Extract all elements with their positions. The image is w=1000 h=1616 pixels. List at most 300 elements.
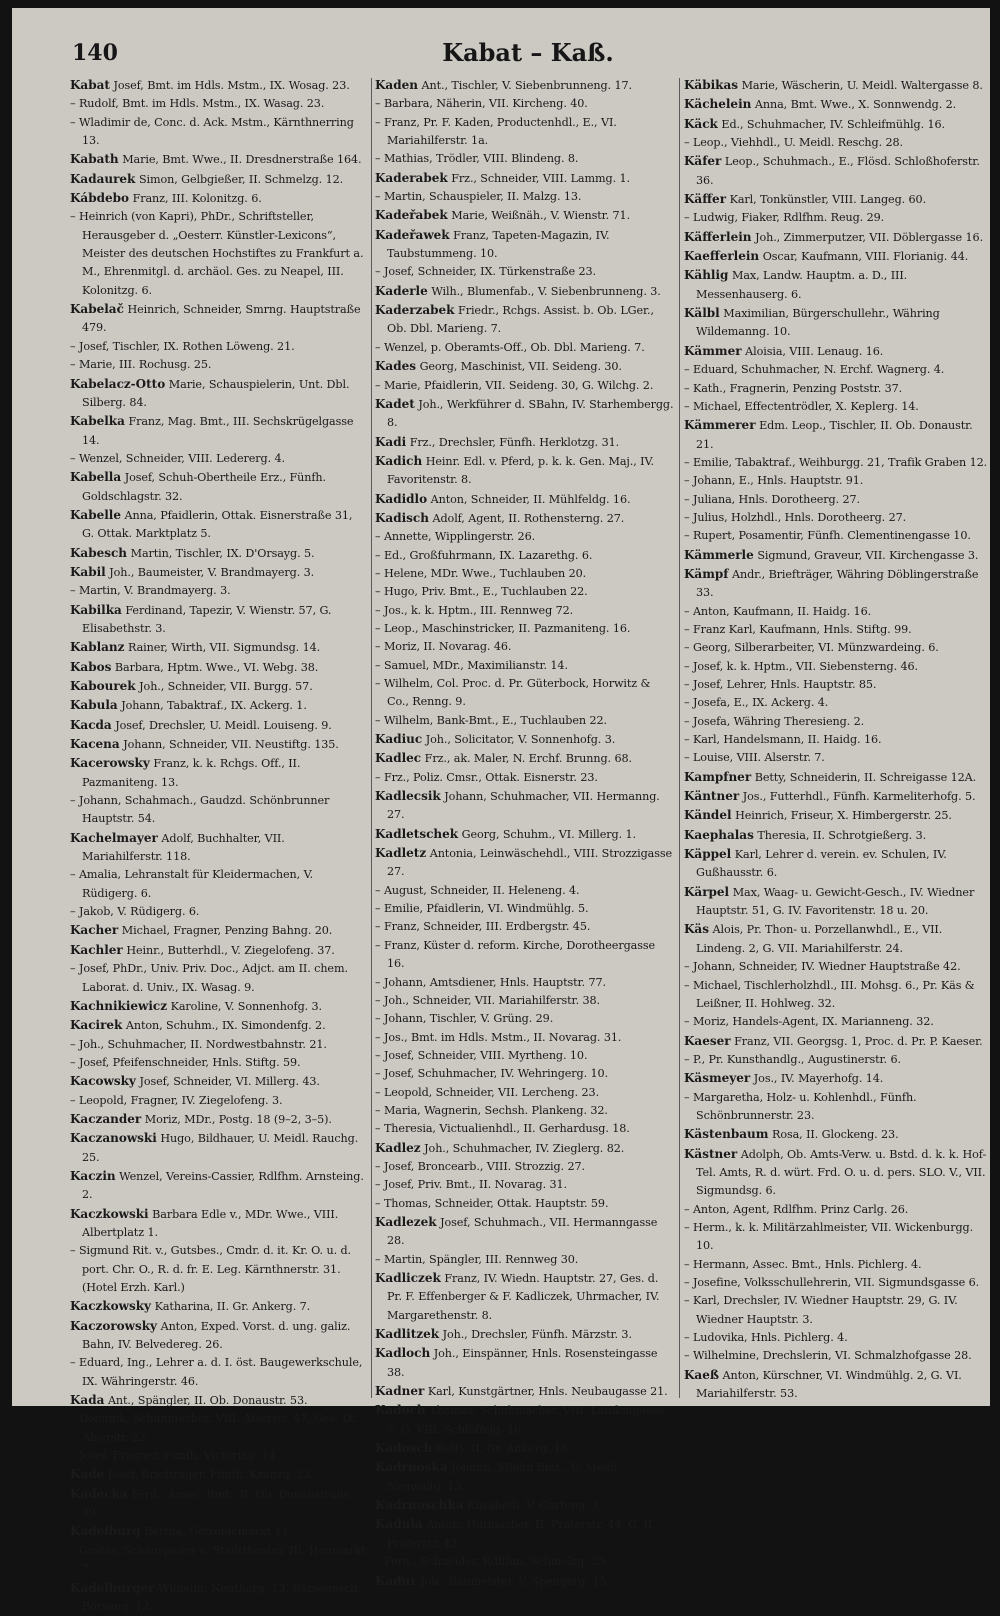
entry-details: – Josef, Schneider, VIII. Myrtheng. 10. — [375, 1049, 587, 1062]
directory-entry — [684, 713, 988, 731]
page-header — [60, 38, 996, 72]
entry-details: Marie, Weißnäh., V. Wienstr. 71. — [451, 209, 630, 222]
entry-surname: Kadrnoska — [375, 1460, 448, 1474]
entry-details: Josef, Schuh-Obertheile Erz., Fünfh. Goldschlagstr. 32. — [82, 471, 326, 502]
entry-surname: Kälbl — [684, 306, 720, 320]
directory-entry — [70, 468, 366, 506]
directory-entry — [375, 1158, 675, 1176]
entry-details: Joh., Drechsler, Fünfh. Märzstr. 3. — [443, 1328, 632, 1341]
directory-entry — [375, 1344, 675, 1382]
directory-entry — [684, 546, 988, 565]
entry-surname: Kaden — [375, 78, 418, 92]
entry-details: Anna, Bmt. Wwe., X. Sonnwendg. 2. — [755, 98, 956, 111]
directory-entry — [375, 263, 675, 281]
entry-surname: Kächelein — [684, 97, 751, 111]
entry-surname: Kämmer — [684, 344, 742, 358]
directory-entry — [684, 731, 988, 749]
entry-surname: Kabelle — [70, 508, 121, 522]
directory-entry — [684, 977, 988, 1014]
entry-details: Anton, Schuhm., IX. Simondenfg. 2. — [126, 1019, 326, 1032]
entry-details: Frz., Schneider, VIII. Lammg. 1. — [451, 172, 630, 185]
directory-entry — [684, 1292, 988, 1329]
directory-entry — [684, 658, 988, 676]
entry-details: – Amalia, Lehranstalt für Kleidermachen, V. Rüdigerg. 6. — [70, 868, 313, 899]
directory-entry — [375, 150, 675, 168]
entry-details: – Franz, Schneider, III. Erdbergstr. 45. — [375, 920, 590, 933]
entry-details: Heinrich, Friseur, X. Himbergerstr. 25. — [735, 809, 952, 822]
entry-surname: Kadi — [375, 435, 406, 449]
entry-details: – Josef, Priv. Bmt., II. Novarag. 31. — [375, 1178, 567, 1191]
directory-entry — [70, 792, 366, 829]
entry-surname: Kämmerle — [684, 548, 754, 562]
entry-details: Johann, Schuhmacher, VII. Hermanng. 27. — [387, 790, 660, 821]
entry-details: Joh., Einspänner, Hnls. Rosensteingasse 38. — [387, 1347, 657, 1378]
entry-details: – Josefa, Währing Theresieng. 2. — [684, 715, 864, 728]
directory-entry — [375, 620, 675, 638]
directory-entry — [70, 1542, 366, 1579]
entry-surname: Kablanz — [70, 640, 124, 654]
directory-entry — [684, 621, 988, 639]
directory-entry — [684, 266, 988, 304]
directory-entry — [684, 883, 988, 921]
entry-details: – Martin, Spängler, III. Rennweg 30. — [375, 1253, 578, 1266]
entry-details: Frz., Drechsler, Fünfh. Herklotzg. 31. — [410, 436, 619, 449]
entry-details: Anna, Pfaidlerin, Ottak. Eisnerstraße 31, G. Ottak. Marktplatz 5. — [82, 509, 352, 540]
entry-details: – Josef, Fragner, Fünfh. Victoriag. 14. — [70, 1449, 279, 1462]
directory-entry — [684, 454, 988, 472]
directory-entry — [375, 1065, 675, 1083]
entry-details: – Johann, Tischler, V. Grüng. 29. — [375, 1012, 553, 1025]
entry-details: – Margaretha, Holz- u. Kohlenhdl., Fünfh. Schönbrunnerstr. 23. — [684, 1091, 917, 1122]
directory-entry — [375, 844, 675, 882]
column-rule-left — [371, 78, 372, 1398]
directory-entry — [375, 900, 675, 918]
entry-details: – Joh., Schuhmacher, II. Nordwestbahnstr. 21. — [70, 1038, 327, 1051]
directory-entry — [684, 1032, 988, 1051]
entry-details: Heinr., Butterhdl., V. Ziegelofeng. 37. — [126, 944, 334, 957]
entry-details: – Eduard, Schuhmacher, N. Erchf. Wagnerg. 4. — [684, 363, 944, 376]
entry-details: – Barbara, Näherin, VII. Kircheng. 40. — [375, 97, 588, 110]
entry-details: Jos., IV. Mayerhofg. 14. — [754, 1072, 883, 1085]
entry-details: – Anton, Kaufmann, II. Haidg. 16. — [684, 605, 871, 618]
entry-surname: Kachler — [70, 943, 123, 957]
directory-entry — [684, 749, 988, 767]
entry-details: – Louise, VIII. Alserstr. 7. — [684, 751, 825, 764]
entry-details: – Josefa, E., IX. Ackerg. 4. — [684, 696, 828, 709]
entry-surname: Kadletz — [375, 846, 426, 860]
entry-details: – Martin, V. Brandmayerg. 3. — [70, 584, 231, 597]
directory-entry — [684, 398, 988, 416]
directory-entry — [375, 1553, 675, 1571]
entry-surname: Kampfner — [684, 770, 751, 784]
entry-details: – Ed., Großfuhrmann, IX. Lazarethg. 6. — [375, 549, 592, 562]
entry-details: – Emilie, Tabaktraf., Weihburgg. 21, Trafik Graben 12. — [684, 456, 987, 469]
entry-details: – Leop., Maschinstricker, II. Pazmaniteng. 16. — [375, 622, 630, 635]
directory-entry — [375, 882, 675, 900]
directory-entry — [684, 304, 988, 342]
entry-surname: Kabesch — [70, 546, 127, 560]
directory-entry — [70, 601, 366, 639]
entry-surname: Kadecka — [70, 1487, 128, 1501]
entry-surname: Kadich — [375, 454, 422, 468]
entry-details: Jos., Futterhdl., Fünfh. Karmeliterhofg. 5. — [743, 790, 976, 803]
entry-surname: Kabourek — [70, 679, 136, 693]
entry-surname: Kaderabek — [375, 171, 448, 185]
entry-details: – Georg, Silberarbeiter, VI. Münzwardeing. 6. — [684, 641, 939, 654]
entry-details: Marie, Bmt. Wwe., II. Dresdnerstraße 164. — [122, 153, 361, 166]
directory-entry — [375, 282, 675, 301]
directory-entry — [684, 1366, 988, 1404]
entry-details: – August, Schneider, II. Heleneng. 4. — [375, 884, 580, 897]
entry-details: – Hermann, Assec. Bmt., Hnls. Pichlerg. 4. — [684, 1258, 922, 1271]
entry-surname: Kaderle — [375, 284, 428, 298]
entry-details: Thomas, Schuhmacher, VIII. Laudongasse 7, G. VIII. Schlöffelg. 16. — [387, 1404, 664, 1435]
entry-surname: Kacirek — [70, 1018, 122, 1032]
entry-details: – Wilhelm, Col. Proc. d. Pr. Güterbock, Horwitz & Co., Renng. 9. — [375, 677, 650, 708]
entry-details: – Leopold, Fragner, IV. Ziegelofeng. 3. — [70, 1094, 282, 1107]
directory-entry — [375, 339, 675, 357]
directory-entry — [375, 638, 675, 656]
directory-entry — [70, 375, 366, 413]
directory-entry — [375, 657, 675, 675]
directory-entry — [375, 1213, 675, 1251]
entry-details: – Johann, Schahmach., Gaudzd. Schönbrunner Hauptstr. 54. — [70, 794, 329, 825]
entry-details: – Emilie, Pfaidlerin, VI. Windmühlg. 5. — [375, 902, 588, 915]
entry-details: – Josefine, Volksschullehrerin, VII. Sigmundsgasse 6. — [684, 1276, 979, 1289]
directory-entry — [684, 603, 988, 621]
directory-entry — [70, 829, 366, 867]
entry-details: Frz., ak. Maler, N. Erchf. Brunng. 68. — [425, 752, 632, 765]
directory-entry — [70, 716, 366, 735]
entry-details: – Karl, Drechsler, IV. Wiedner Hauptstr. 29, G. IV. Wiedner Hauptstr. 3. — [684, 1294, 958, 1325]
entry-surname: Kadletschek — [375, 827, 458, 841]
entry-details: – Joh., Schneider, VII. Mariahilferstr. 38. — [375, 994, 600, 1007]
directory-entry — [375, 787, 675, 825]
directory-entry — [684, 1274, 988, 1292]
entry-details: – Ludwig, Fiaker, Rdlfhm. Reug. 29. — [684, 211, 884, 224]
directory-entry — [684, 845, 988, 883]
entry-details: Franz, k. k. Rchgs. Off., II. Pazmaniteng. 13. — [82, 757, 300, 788]
entry-surname: Käffer — [684, 192, 726, 206]
entry-surname: Kacher — [70, 923, 118, 937]
entry-details: – Johann, Schneider, IV. Wiedner Hauptstraße 42. — [684, 960, 961, 973]
entry-details: – Martin, Schauspieler, II. Malzg. 13. — [375, 190, 581, 203]
entry-surname: Kadula — [375, 1517, 423, 1531]
directory-entry — [684, 416, 988, 454]
directory-entry — [375, 1139, 675, 1158]
entry-details: Franz, Mag. Bmt., III. Sechskrügelgasse 14. — [82, 415, 353, 446]
entry-details: Marie, Schauspielerin, Unt. Dbl. Silberg. 84. — [82, 378, 349, 409]
directory-entry — [684, 676, 988, 694]
entry-details: Betty, Schneiderin, II. Schreigasse 12A. — [755, 771, 976, 784]
entry-details: Hugo, Bildhauer, U. Meidl. Rauchg. 25. — [82, 1132, 358, 1163]
entry-details: – Heinrich (von Kapri), PhDr., Schriftsteller, Herausgeber d. „Oesterr. Künstler-Lexicons“, Meister des deutschen Hochstiftes zu Frankfurt a. M., Ehrenmitgl. d. archäol. Ges. zu Neapel, III. Kolonitzg. 6. — [70, 210, 363, 296]
directory-entry — [375, 1084, 675, 1102]
entry-details: – Marie, III. Rochusg. 25. — [70, 358, 211, 371]
entry-surname: Kadlez — [375, 1141, 421, 1155]
entry-details: – Anton, Agent, Rdlfhm. Prinz Carlg. 26. — [684, 1203, 908, 1216]
entry-surname: Kadlezek — [375, 1215, 437, 1229]
directory-entry — [375, 76, 675, 95]
directory-entry — [375, 547, 675, 565]
directory-entry — [684, 1347, 988, 1365]
entry-details: – Michael, Tischlerholzhdl., III. Mohsg. 6., Pr. Käs & Leißner, II. Hohlweg. 32. — [684, 979, 975, 1010]
directory-entry — [375, 226, 675, 264]
entry-details: Friedr., Rchgs. Assist. b. Ob. LGer., Ob. Dbl. Marieng. 7. — [387, 304, 654, 335]
directory-entry — [375, 1195, 675, 1213]
entry-details: – Annette, Wipplingerstr. 26. — [375, 530, 535, 543]
directory-entry — [684, 95, 988, 114]
directory-entry — [684, 1051, 988, 1069]
directory-entry — [70, 1297, 366, 1316]
entry-details: – Moriz, Handels-Agent, IX. Marianneng. 32. — [684, 1015, 934, 1028]
directory-entry — [684, 639, 988, 657]
entry-surname: Kada — [70, 1393, 104, 1407]
directory-entry — [375, 918, 675, 936]
directory-entry — [70, 1016, 366, 1035]
directory-entry — [70, 1317, 366, 1355]
directory-entry — [684, 920, 988, 958]
entry-details: Alois, Pr. Thon- u. Porzellanwhdl., E., VII. Lindeng. 2, G. VII. Mariahilferstr. 24. — [696, 923, 942, 954]
directory-entry — [70, 696, 366, 715]
directory-entry — [70, 563, 366, 582]
entry-surname: Kaczorowsky — [70, 1319, 157, 1333]
directory-entry — [375, 395, 675, 433]
entry-surname: Kaefferlein — [684, 249, 759, 263]
directory-entry — [70, 450, 366, 468]
entry-details: – Franz Karl, Kaufmann, Hnls. Stiftg. 99. — [684, 623, 912, 636]
directory-entry — [375, 602, 675, 620]
entry-details: – Frz., Poliz. Cmsr., Ottak. Eisnerstr. 23. — [375, 771, 598, 784]
directory-entry — [375, 1102, 675, 1120]
entry-surname: Kadeřawek — [375, 228, 450, 242]
directory-entry — [375, 825, 675, 844]
entry-details: Betty, II. Gr. Ankerg. 18. — [436, 1442, 571, 1455]
entry-details: Ant., Tischler, V. Siebenbrunneng. 17. — [422, 79, 632, 92]
directory-entry — [375, 114, 675, 151]
entry-details: – Julius, Holzhdl., Hnls. Dorotheerg. 27. — [684, 511, 906, 524]
entry-details: Joh., Schuhmacher, IV. Zieglerg. 82. — [424, 1142, 624, 1155]
entry-surname: Kade — [70, 1467, 104, 1481]
directory-entry — [375, 433, 675, 452]
directory-entry — [375, 1325, 675, 1344]
directory-entry — [375, 565, 675, 583]
directory-entry — [70, 1522, 366, 1541]
entry-surname: Käppel — [684, 847, 731, 861]
entry-details: Franz, VII. Georgsg. 1, Proc. d. Pr. P. Kaeser. — [734, 1035, 982, 1048]
directory-entry — [70, 1465, 366, 1484]
entry-details: Rosa, II. Glockeng. 23. — [772, 1128, 899, 1141]
entry-details: Joh., Schneider, VII. Burgg. 57. — [139, 680, 312, 693]
entry-surname: Käntner — [684, 789, 739, 803]
entry-surname: Kachnikiewicz — [70, 999, 167, 1013]
entry-details: Max, Landw. Hauptm. a. D., III. Messenhauserg. 6. — [696, 269, 907, 300]
directory-entry — [375, 1010, 675, 1028]
entry-details: – Josef, Schuhmacher, IV. Wehringerg. 10. — [375, 1067, 608, 1080]
entry-details: Rainer, Wirth, VII. Sigmundsg. 14. — [128, 641, 320, 654]
entry-details: Barbara, Hptm. Wwe., VI. Webg. 38. — [115, 661, 318, 674]
entry-details: Barbara Edle v., MDr. Wwe., VIII. Albertplatz 1. — [82, 1208, 338, 1239]
directory-entry — [70, 754, 366, 792]
entry-surname: Käfer — [684, 154, 721, 168]
entry-details: Joh., Baumeister, V. Spengerg. 15. — [420, 1575, 610, 1588]
directory-entry — [70, 1072, 366, 1091]
entry-details: – Jos., k. k. Hptm., III. Rennweg 72. — [375, 604, 573, 617]
entry-details: – Josef, PhDr., Univ. Priv. Doc., Adjct. am II. chem. Laborat. d. Univ., IX. Wasag. 9. — [70, 962, 348, 993]
directory-entry — [375, 730, 675, 749]
directory-entry — [375, 452, 675, 490]
entry-surname: Kaczanowski — [70, 1131, 157, 1145]
directory-entry — [70, 997, 366, 1016]
directory-entry — [375, 1439, 675, 1458]
entry-details: – Josef, Tischler, IX. Rothen Löweng. 21. — [70, 340, 295, 353]
directory-entry — [684, 1069, 988, 1088]
entry-details: – Josef, k. k. Hptm., VII. Siebensterng. 46. — [684, 660, 918, 673]
directory-entry — [684, 787, 988, 806]
directory-entry — [684, 1013, 988, 1031]
entry-details: Aloisia, VIII. Lenaug. 16. — [745, 345, 883, 358]
directory-entry — [684, 472, 988, 490]
directory-entry — [375, 937, 675, 974]
page-number: 140 — [72, 40, 118, 66]
directory-entry — [70, 1410, 366, 1447]
directory-entry — [375, 188, 675, 206]
directory-entry — [684, 209, 988, 227]
entry-details: Adolf, Agent, II. Rothensterng. 27. — [433, 512, 625, 525]
directory-entry — [375, 95, 675, 113]
directory-entry — [70, 95, 366, 113]
directory-entry — [70, 300, 366, 338]
entry-surname: Kämmerer — [684, 418, 756, 432]
entry-details: – Josef, Pfeifenschneider, Hnls. Stiftg. 59. — [70, 1056, 300, 1069]
directory-entry — [684, 1219, 988, 1256]
entry-details: – Dominik, Schuhmacher, VIII. Alserstr. 47, Ges. IX. Alserstr. 22. — [70, 1412, 358, 1443]
entry-surname: Kästner — [684, 1147, 737, 1161]
entry-surname: Kabil — [70, 565, 106, 579]
entry-details: – Maria, Wagnerin, Sechsh. Plankeng. 32. — [375, 1104, 608, 1117]
directory-entry — [375, 1120, 675, 1138]
directory-entry — [375, 1458, 675, 1496]
entry-surname: Käck — [684, 117, 718, 131]
directory-entry — [70, 735, 366, 754]
entry-surname: Kadet — [375, 397, 415, 411]
entry-surname: Kabilka — [70, 603, 122, 617]
entry-surname: Kadelburger — [70, 1581, 155, 1595]
entry-details: Karl, Kunstgärtner, Hnls. Neubaugasse 21. — [428, 1385, 668, 1398]
entry-surname: Kämpf — [684, 567, 728, 581]
entry-details: – Jakob, V. Rüdigerg. 6. — [70, 905, 199, 918]
entry-details: Georg, Maschinist, VII. Seideng. 30. — [420, 360, 622, 373]
directory-entry — [684, 768, 988, 787]
entry-details: – Kath., Fragnerin, Penzing Poststr. 37. — [684, 382, 902, 395]
entry-details: – Wladimir de, Conc. d. Ack. Mstm., Kärnthnerring 13. — [70, 116, 354, 147]
entry-details: – Michael, Effectentrödler, X. Keplerg. 14. — [684, 400, 919, 413]
entry-surname: Kades — [375, 359, 416, 373]
directory-entry — [70, 76, 366, 95]
directory-entry — [684, 190, 988, 209]
entry-details: Franz, IV. Wiedn. Hauptstr. 27, Ges. d. Pr. F. Effenberger & F. Kadliczek, Uhrmacher, IV. Margarethenstr. 8. — [387, 1272, 659, 1322]
directory-entry — [70, 1391, 366, 1410]
entry-details: Joh., Werkführer d. SBahn, IV. Starhembergg. 8. — [387, 398, 673, 429]
entry-details: Simon, Gelbgießer, II. Schmelzg. 12. — [139, 173, 343, 186]
directory-entry — [70, 1354, 366, 1391]
entry-details: – Juliana, Hnls. Dorotheerg. 27. — [684, 493, 860, 506]
directory-entry — [684, 694, 988, 712]
directory-entry — [684, 361, 988, 379]
directory-entry — [70, 658, 366, 677]
entry-surname: Kadlitzek — [375, 1327, 439, 1341]
entry-details: – Franz, Pr. F. Kaden, Productenhdl., E., VI. Mariahilferstr. 1a. — [375, 116, 617, 147]
entry-details: Max, Waag- u. Gewicht-Gesch., IV. Wiedner Hauptstr. 51, G. IV. Favoritenstr. 18 u. 20. — [696, 886, 974, 917]
directory-entry — [684, 565, 988, 603]
entry-details: Edm. Leop., Tischler, II. Ob. Donaustr. 21. — [696, 419, 973, 450]
entry-details: – Moriz, II. Novarag. 46. — [375, 640, 511, 653]
entry-details: Franz, III. Kolonitzg. 6. — [133, 192, 262, 205]
directory-entry — [684, 1125, 988, 1144]
directory-entry — [375, 712, 675, 730]
directory-entry — [375, 169, 675, 188]
directory-entry — [70, 208, 366, 300]
directory-entry — [375, 1572, 675, 1591]
entry-details: Anton, Kürschner, VI. Windmühlg. 2, G. VI. Mariahilferstr. 53. — [696, 1369, 962, 1400]
directory-entry — [375, 528, 675, 546]
entry-details: – Mathias, Trödler, VIII. Blindeng. 8. — [375, 152, 578, 165]
entry-surname: Kaeser — [684, 1034, 731, 1048]
entry-surname: Kadisch — [375, 511, 429, 525]
entry-surname: Kabelka — [70, 414, 125, 428]
directory-entry — [684, 1089, 988, 1126]
directory-entry — [375, 377, 675, 395]
entry-details: – Johann, E., Hnls. Hauptstr. 91. — [684, 474, 863, 487]
directory-entry — [375, 1029, 675, 1047]
entry-surname: Käs — [684, 922, 709, 936]
directory-entry — [684, 115, 988, 134]
entry-details: – Wenzel, Schneider, VIII. Ledererg. 4. — [70, 452, 285, 465]
directory-entry — [375, 509, 675, 528]
entry-details: Wenzel, Vereins-Cassier, Rdlfhm. Arnsteing. 2. — [82, 1170, 364, 1201]
entry-details: – Leop., Viehhdl., U. Meidl. Reschg. 28. — [684, 136, 903, 149]
directory-entry — [684, 958, 988, 976]
directory-entry — [70, 412, 366, 450]
running-title: Kabat – Kaß. — [60, 38, 996, 67]
directory-entry — [684, 1329, 988, 1347]
entry-surname: Kählig — [684, 268, 728, 282]
entry-details: – Eduard, Ing., Lehrer a. d. I. öst. Baugewerkschule, IX. Währingerstr. 46. — [70, 1356, 362, 1387]
entry-details: Elisabeth, V. Garteng. 1. — [467, 1499, 602, 1512]
entry-details: Heinrich, Schneider, Smrng. Hauptstraße 479. — [82, 303, 361, 334]
entry-surname: Kabula — [70, 698, 118, 712]
entry-surname: Kabelač — [70, 302, 124, 316]
directory-entry — [375, 1251, 675, 1269]
entry-details: Josef, Bmt. im Hdls. Mstm., IX. Wosag. 23. — [113, 79, 349, 92]
entry-surname: Kaephalas — [684, 828, 754, 842]
entry-surname: Kadliczek — [375, 1271, 441, 1285]
entry-details: – Wilhelmine, Drechslerin, VI. Schmalzhofgasse 28. — [684, 1349, 972, 1362]
entry-surname: Kadidlo — [375, 492, 427, 506]
column-rule-right — [679, 78, 680, 1398]
entry-details: Anton, Exped. Vorst. d. ung. galiz. Bahn, IV. Belvedereg. 26. — [82, 1320, 350, 1351]
entry-details: Maximilian, Bürgerschullehr., Währing Wildemanng. 10. — [696, 307, 940, 338]
entry-surname: Käbikas — [684, 78, 738, 92]
directory-entry — [70, 960, 366, 997]
entry-details: Bertha, Getreidemarkt 11. — [144, 1525, 292, 1538]
entry-surname: Kaeß — [684, 1368, 719, 1382]
directory-entry — [375, 1176, 675, 1194]
directory-entry — [375, 206, 675, 225]
entry-surname: Kadlec — [375, 751, 421, 765]
entry-details: – Hugo, Priv. Bmt., E., Tuchlauben 22. — [375, 585, 588, 598]
directory-page — [12, 8, 990, 1406]
